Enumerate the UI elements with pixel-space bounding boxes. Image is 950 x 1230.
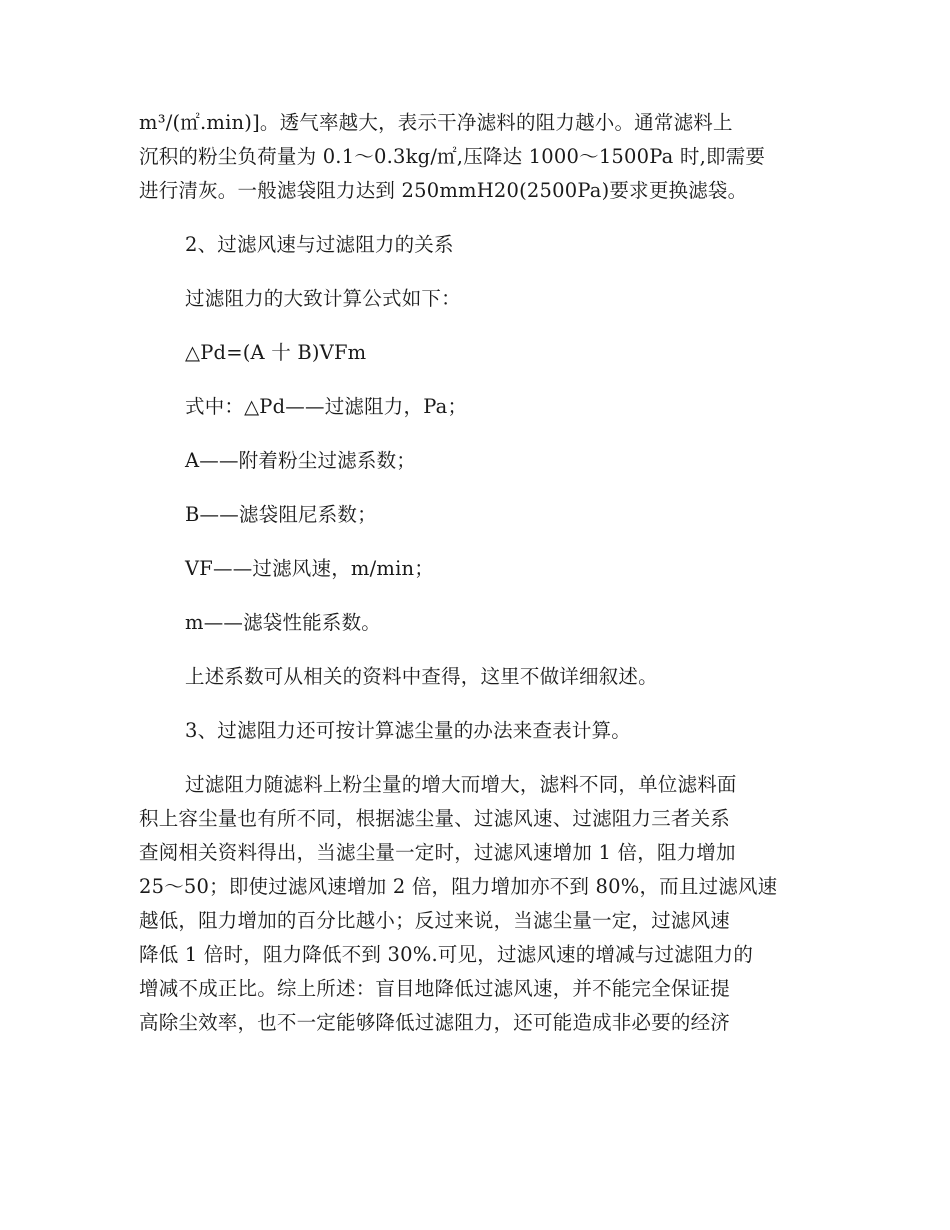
text-line: 进行清灰。一般滤袋阻力达到 250mmH20(2500Pa)要求更换滤袋。 <box>139 179 748 202</box>
definition-vf: VF——过滤风速，m/min； <box>185 557 434 580</box>
formula-intro: 过滤阻力的大致计算公式如下： <box>185 287 461 310</box>
coefficient-note: 上述系数可从相关的资料中查得，这里不做详细叙述。 <box>185 665 658 688</box>
formula: △Pd=(A 十 B)VFm <box>185 341 367 364</box>
paragraph-air-permeability <box>139 106 811 208</box>
text-line: 查阅相关资料得出，当滤尘量一定时，过滤风速增加 1 倍，阻力增加 <box>139 841 736 864</box>
section-heading-3: 3、过滤阻力还可按计算滤尘量的办法来查表计算。 <box>185 719 632 742</box>
text-line: 25～50；即使过滤风速增加 2 倍，阻力增加亦不到 80%，而且过滤风速 <box>139 875 778 898</box>
text-line: m³/(㎡.min)]。透气率越大，表示干净滤料的阻力越小。通常滤料上 <box>139 111 733 134</box>
text-line: 沉积的粉尘负荷量为 0.1～0.3kg/㎡,压降达 1000～1500Pa 时,即需要 <box>139 145 766 168</box>
text-line: 积上容尘量也有所不同，根据滤尘量、过滤风速、过滤阻力三者关系 <box>139 807 731 830</box>
section-heading-2: 2、过滤风速与过滤阻力的关系 <box>185 233 454 256</box>
text-line: 降低 1 倍时，阻力降低不到 30%.可见，过滤风速的增减与过滤阻力的 <box>139 943 754 966</box>
definition-m: m——滤袋性能系数。 <box>185 611 381 634</box>
text-line: 过滤阻力随滤料上粉尘量的增大而增大，滤料不同，单位滤料面 <box>185 773 737 796</box>
document-body <box>139 106 811 1040</box>
definition-a: A——附着粉尘过滤系数； <box>185 449 416 472</box>
text-line: 高除尘效率，也不一定能够降低过滤阻力，还可能造成非必要的经济 <box>139 1011 731 1034</box>
text-line: 越低，阻力增加的百分比越小；反过来说，当滤尘量一定，过滤风速 <box>139 909 731 932</box>
definition-pd: 式中：△Pd——过滤阻力，Pa； <box>185 395 468 418</box>
text-line: 增减不成正比。综上所述：盲目地降低过滤风速，并不能完全保证提 <box>139 977 731 1000</box>
paragraph-filter-resistance <box>139 768 811 1040</box>
definition-b: B——滤袋阻尼系数； <box>185 503 377 526</box>
